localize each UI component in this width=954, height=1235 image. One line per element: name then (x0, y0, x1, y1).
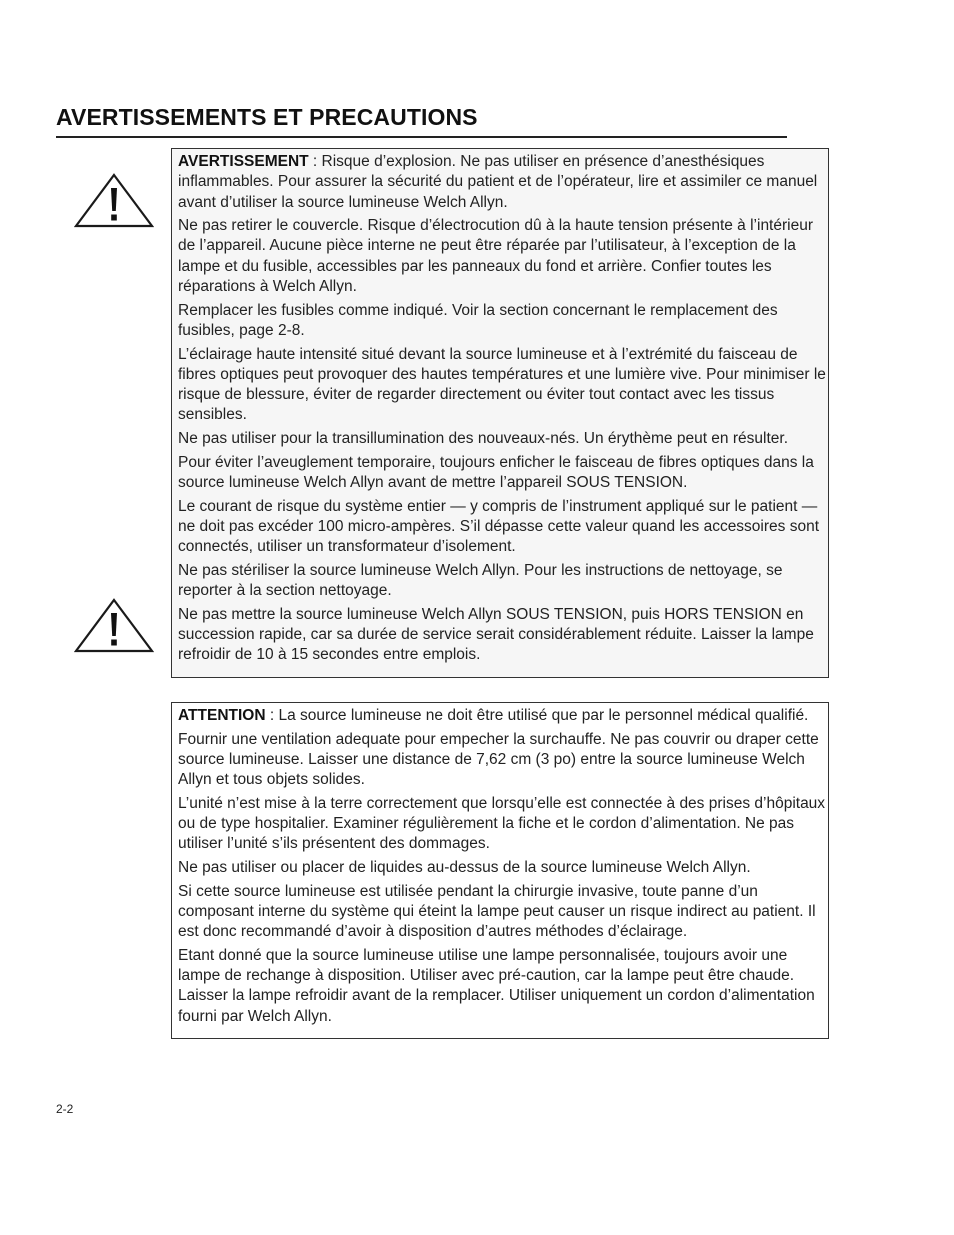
caution-intro-text: : La source lumineuse ne doit être utilisé que par le personnel médical qualifié. (265, 707, 809, 724)
warning-paragraph: Ne pas retirer le couvercle. Risque d’électrocution dû à la haute tension présente à l’intérieur de l’appareil. Aucune pièce interne ne peut être réparée par l’utilisateur, à l’exception de la lampe et du fusible, accessibles par les panneaux du fond et arrière. Confier toutes les réparations à Welch Allyn. (178, 217, 813, 296)
page-number: 2-2 (56, 1102, 74, 1116)
title-divider (56, 136, 787, 138)
warning-icon (74, 597, 154, 653)
caution-paragraph: Si cette source lumineuse est utilisée pendant la chirurgie invasive, toute panne d’un composant interne du système qui éteint la lampe peut causer un risque indirect au patient. Il est donc recommandé d’avoir à disposition d’autres méthodes d’éclairage. (178, 882, 816, 941)
warning-paragraph: Le courant de risque du système entier — y compris de l’instrument appliqué sur le patient — ne doit pas excéder 100 micro-ampères. S’il dépasse cette valeur quand les accessoires sont connectés, utiliser un transformateur d’isolement. (178, 497, 820, 556)
warning-paragraph: Remplacer les fusibles comme indiqué. Voir la section concernant le remplacement des fusibles, page 2-8. (178, 301, 778, 339)
warning-paragraph: Pour éviter l’aveuglement temporaire, toujours enficher le faisceau de fibres optiques dans la source lumineuse Welch Allyn avant de mettre l’appareil SOUS TENSION. (178, 453, 814, 491)
warning-paragraph: L’éclairage haute intensité situé devant la source lumineuse et à l’extrémité du faisceau de fibres optiques peut provoquer des hautes températures et une lumière vive. Pour minimiser le risque de blessure, éviter de regarder directement ou éviter tout contact avec les tissus sensibles. (178, 345, 826, 424)
warning-label: AVERTISSEMENT (178, 153, 309, 170)
warning-intro-text: : Risque d’explosion. Ne pas utiliser en présence d’anesthésiques inflammables. Pour assurer la sécurité du patient et de l’opérateur, lire et assimiler ce manuel avant d’utiliser la source lumineuse Welch Allyn. (178, 153, 818, 211)
caution-paragraph: Etant donné que la source lumineuse utilise une lampe personnalisée, toujours avoir une lampe de rechange à disposition. Utiliser avec pré-caution, car la lampe peut être chaude. Laisser la lampe refroidir avant de la remplacer. Utiliser uniquement un cordon d’alimentation fourni par Welch Allyn. (178, 946, 815, 1025)
warning-box (171, 148, 829, 678)
caution-paragraph: Ne pas utiliser ou placer de liquides au-dessus de la source lumineuse Welch Allyn. (178, 858, 751, 876)
caution-box (171, 702, 829, 1039)
caution-label: ATTENTION (178, 707, 266, 724)
page-title: AVERTISSEMENTS ET PRECAUTIONS (56, 104, 478, 130)
caution-paragraph (178, 706, 828, 726)
caution-paragraph: Fournir une ventilation adequate pour empecher la surchauffe. Ne pas couvrir ou draper cette source lumineuse. Laisser une distance de 7,62 cm (3 po) entre la source lumineuse Welch Allyn et tous objets solides. (178, 730, 819, 789)
warning-paragraph (178, 152, 828, 213)
warning-icon (74, 172, 154, 228)
caution-paragraph: L’unité n’est mise à la terre correctement que lorsqu’elle est connectée à des prises d’hôpitaux ou de type hospitalier. Examiner régulièrement la fiche et le cordon d’alimentation. Ne pas utiliser l’unité s’ils présentent des dommages. (178, 794, 826, 853)
warning-paragraph: Ne pas utiliser pour la transillumination des nouveaux-nés. Un érythème peut en résulter. (178, 430, 788, 448)
warning-paragraph: Ne pas stériliser la source lumineuse Welch Allyn. Pour les instructions de nettoyage, se reporter à la section nettoyage. (178, 561, 783, 600)
warning-paragraph: Ne pas mettre la source lumineuse Welch Allyn SOUS TENSION, puis HORS TENSION en succession rapide, car sa durée de service serait considérablement réduite. Laisser la lampe refroidir de 10 à 15 secondes entre emplois. (178, 605, 814, 664)
